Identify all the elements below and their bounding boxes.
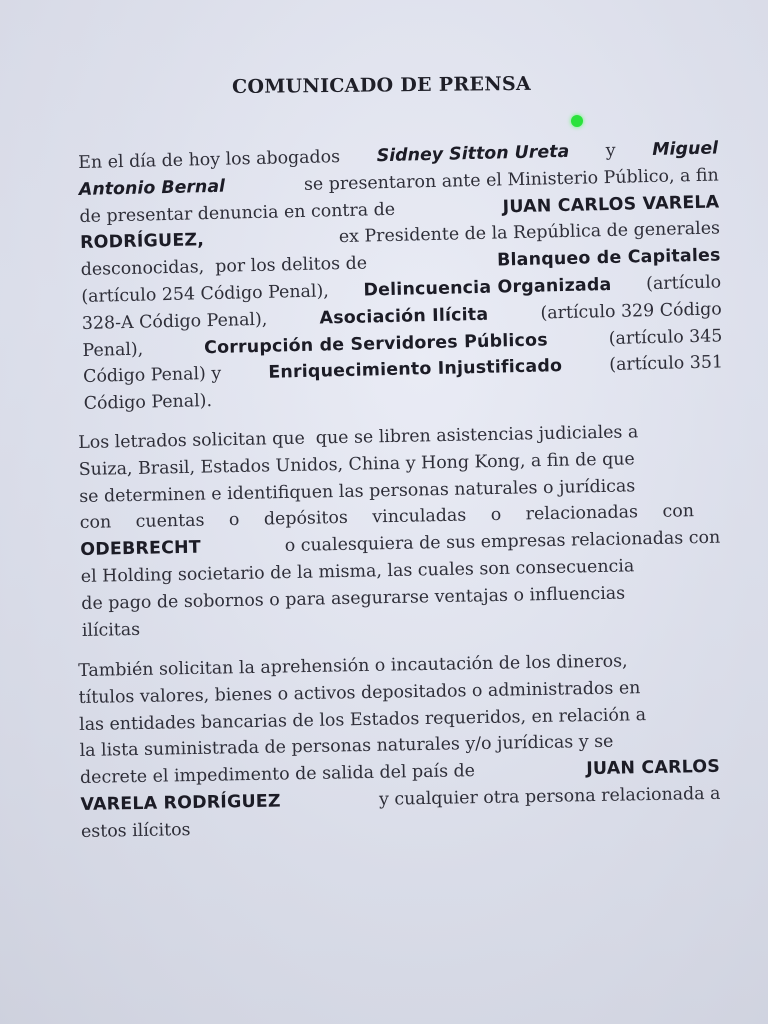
- lawyer-name-sitton: Sidney Sitton Ureta: [376, 141, 570, 167]
- crime-money-laundering: Blanqueo de Capitales: [496, 245, 721, 271]
- text-run: Los letrados solicitan que que se libren asistencias judiciales a: [78, 422, 639, 453]
- lawyer-name-bernal-last: Antonio Bernal: [78, 176, 226, 200]
- paragraph-complaint: [78, 135, 724, 417]
- text-run: títulos valores, bienes o activos depositados o administrados en: [78, 677, 641, 708]
- text-run: Suiza, Brasil, Estados Unidos, China y Hong Kong, a fin de que: [78, 449, 635, 480]
- lawyer-name-bernal-first: Miguel: [652, 138, 719, 160]
- text-run: 328-A Código Penal),: [81, 309, 274, 334]
- text-run: (artículo: [640, 272, 722, 295]
- text-run: decrete el impedimento de salida del país de: [79, 761, 481, 789]
- text-run: Código Penal) y: [82, 364, 227, 388]
- text-run: (artículo 329 Código: [534, 299, 723, 324]
- document-title: COMUNICADO DE PRENSA: [231, 72, 532, 98]
- text-run: se determinen e identifiquen las personas naturales o jurídicas: [79, 475, 636, 507]
- text-run: de pago de sobornos o para asegurarse ventajas o influencias: [81, 583, 626, 614]
- text-run: se presentaron ante el Ministerio Público, a fin: [298, 165, 719, 195]
- text-run: el Holding societario de la misma, las cuales son consecuencia: [80, 556, 635, 587]
- accused-name: JUAN CARLOS: [586, 757, 721, 780]
- crime-corruption: Corrupción de Servidores Públicos: [203, 329, 548, 358]
- text-run: (artículo 254 Código Penal),: [81, 281, 335, 307]
- accused-name: JUAN CARLOS VARELA: [502, 192, 720, 217]
- text-run: Código Penal).: [83, 391, 213, 415]
- accused-surname: VARELA RODRÍGUEZ: [80, 791, 281, 815]
- text-run: y cualquier otra persona relacionada a: [373, 783, 721, 810]
- text-run: (artículo 345: [602, 326, 723, 349]
- paragraph-judicial-assistance: [78, 418, 722, 645]
- company-odebrecht: ODEBRECHT: [80, 537, 202, 561]
- paragraph-asset-seizure: [78, 647, 721, 846]
- text-run: Penal),: [82, 339, 149, 361]
- text-run: En el día de hoy los abogados: [78, 146, 346, 173]
- text-run: ex Presidente de la República de generales: [333, 218, 721, 248]
- text-run: o cualesquiera de sus empresas relacionadas con: [279, 527, 721, 557]
- text-run: desconocidas, por los delitos de: [80, 253, 373, 281]
- crime-illicit-association: Asociación Ilícita: [319, 304, 489, 329]
- crime-organized-crime: Delincuencia Organizada: [363, 274, 612, 301]
- text-run: y: [600, 140, 622, 162]
- text-run: ilícitas: [81, 619, 141, 641]
- text-run: (artículo 351: [603, 352, 724, 376]
- green-marker-dot: [571, 115, 583, 127]
- text-run: de presentar denuncia en contra de: [79, 199, 401, 227]
- text-run: la lista suministrada de personas naturales y/o jurídicas y se: [79, 732, 614, 762]
- text-run: estos ilícitos: [80, 819, 191, 842]
- text-run: las entidades bancarias de los Estados requeridos, en relación a: [78, 704, 647, 735]
- text-run: También solicitan la aprehensión o incautación de los dineros,: [78, 651, 628, 681]
- crime-unjust-enrichment: Enriquecimiento Injustificado: [268, 356, 563, 384]
- accused-surname: RODRÍGUEZ,: [79, 230, 205, 254]
- text-run: con cuentas o depósitos vinculadas o relacionadas con: [79, 501, 695, 534]
